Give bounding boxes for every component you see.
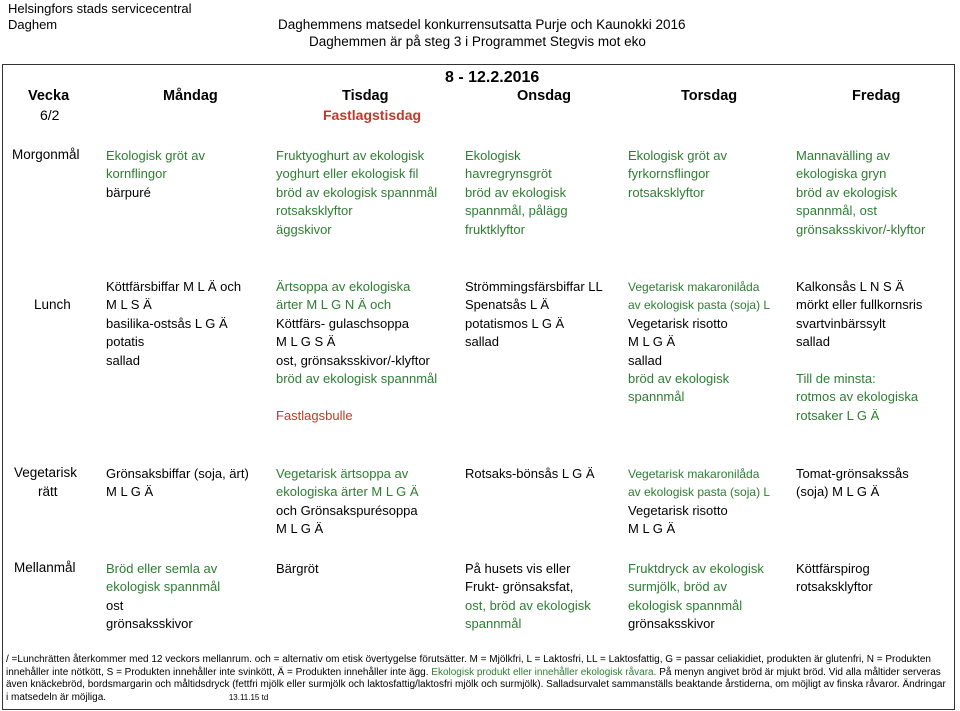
footnote-general: På menyn angivet bröd är mjukt bröd. Vid alla måltider serveras även knäckebröd, bordsmargarin och måltidsdryck (fettfri mjölk eller surmjölk och laktosfattig/laktosfri mjölk och surmjölk). Salladsurvalet sammanställs beaktande årstiderna, om möjligt av finska råvaror. Ändringar i matsedeln är möjliga. <box>6 666 946 703</box>
day-wednesday: Onsdag <box>517 88 571 104</box>
day-friday: Fredag <box>852 88 901 104</box>
week-dates: 8 - 12.2.2016 <box>445 69 540 86</box>
vegetarian-friday: Tomat-grönsakssås (soja) M L G Ä <box>796 466 909 500</box>
week-label: Vecka <box>28 88 70 104</box>
row-label-lunch: Lunch <box>34 297 71 312</box>
lunch-friday: Kalkonsås L N S Ä mörkt eller fullkornsris svartvinbärssylt sallad Till de minsta: rotmos av ekologiska rotsaker L G Ä <box>796 279 923 423</box>
snack-thursday: Fruktdryck av ekologisk surmjölk, bröd av ekologisk spannmål grönsaksskivor <box>628 561 764 632</box>
lunch-wednesday: Strömmingsfärsbiffar LL Spenatsås L Ä potatismos L G Ä sallad <box>465 279 603 350</box>
breakfast-wednesday: Ekologisk havregrynsgröt bröd av ekologisk spannmål, pålägg fruktklyftor <box>465 148 568 237</box>
page-subtitle: Daghemmen är på steg 3 i Programmet Stegvis mot eko <box>309 34 646 49</box>
snack-tuesday: Bärgröt <box>276 561 319 576</box>
week-number: 6/2 <box>40 107 60 123</box>
row-label-breakfast: Morgonmål <box>12 147 80 162</box>
row-label-vegetarian-2: rätt <box>38 484 58 499</box>
snack-wednesday: På husets vis eller Frukt- grönsaksfat, ost, bröd av ekologisk spannmål <box>465 561 591 632</box>
day-thursday: Torsdag <box>681 88 738 104</box>
vegetarian-monday: Grönsaksbiffar (soja, ärt) M L G Ä <box>106 466 249 500</box>
row-label-vegetarian-1: Vegetarisk <box>14 465 78 480</box>
lunch-thursday: Vegetarisk makaronilåda av ekologisk pasta (soja) L Vegetarisk risotto M L G Ä sallad bröd av ekologisk spannmål <box>628 280 771 405</box>
breakfast-thursday: Ekologisk gröt av fyrkornsflingor rotsaksklyftor <box>628 148 727 200</box>
day-tuesday-note: Fastlagstisdag <box>323 107 422 123</box>
page-title: Daghemmens matsedel konkurrensutsatta Purje och Kaunokki 2016 <box>278 17 686 32</box>
footnote <box>6 654 948 704</box>
org-name: Helsingfors stads servicecentral <box>8 1 192 16</box>
day-tuesday: Tisdag <box>342 88 389 104</box>
breakfast-friday: Mannavälling av ekologiska gryn bröd av ekologisk spannmål, ost grönsaksskivor/-klyftor <box>796 148 926 237</box>
row-label-snack: Mellanmål <box>14 560 76 575</box>
snack-monday: Bröd eller semla av ekologisk spannmål ost grönsaksskivor <box>106 561 221 632</box>
snack-friday: Köttfärspirog rotsaksklyftor <box>796 561 873 595</box>
unit-name: Daghem <box>8 17 58 32</box>
lunch-tuesday: Ärtsoppa av ekologiska ärter M L G N Ä och Köttfärs- gulaschsoppa M L G S Ä ost, grönsaksskivor/-klyftor bröd av ekologisk spannmål Fastlagsbulle <box>276 279 438 423</box>
vegetarian-tuesday: Vegetarisk ärtsoppa av ekologiska ärter M L G Ä och Grönsakspurésoppa M L G Ä <box>276 466 419 537</box>
footnote-legend: / =Lunchrätten återkommer med 12 veckors mellanrum. och = alternativ om etisk övertygelse förutsätter. M = Mjölkfri, L = Laktosfri, LL = Laktosfattig, G = passar celiakidiet, produkten är glutenfri, N = Produkten innehåller inte nötkött, S = Produkten innehåller inte svinkött, Ä = Produkten innehåller inte ägg. <box>6 654 931 678</box>
breakfast-monday: Ekologisk gröt av kornflingor bärpuré <box>106 148 205 200</box>
breakfast-tuesday: Fruktyoghurt av ekologisk yoghurt eller ekologisk fil bröd av ekologisk spannmål rotsaksklyftor äggskivor <box>276 148 438 237</box>
document-code: 13.11.15 td <box>228 692 269 702</box>
lunch-monday: Köttfärsbiffar M L Ä och M L S Ä basilika-ostsås L G Ä potatis sallad <box>106 279 242 368</box>
day-monday: Måndag <box>163 88 218 104</box>
vegetarian-thursday: Vegetarisk makaronilåda av ekologisk pasta (soja) L Vegetarisk risotto M L G Ä <box>628 467 771 537</box>
vegetarian-wednesday: Rotsaks-bönsås L G Ä <box>465 466 595 481</box>
footnote-organic-note: Ekologisk produkt eller innehåller ekologisk råvara. <box>431 666 657 678</box>
